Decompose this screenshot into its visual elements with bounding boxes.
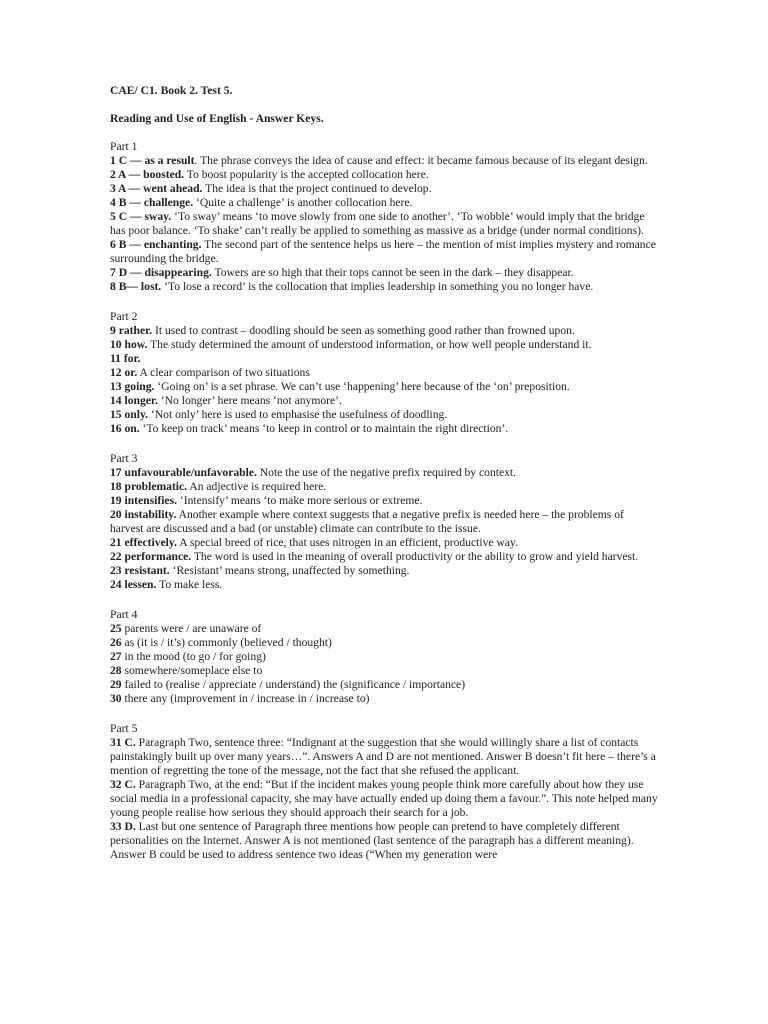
answer-explanation: The second part of the sentence helps us here – the mention of mist implies mystery and romance surrounding the bridge.: [110, 238, 656, 265]
answer-parts: [110, 140, 658, 862]
answer-explanation: ‘Not only’ here is used to emphasise the usefulness of doodling.: [148, 408, 448, 421]
answer-item: [110, 736, 658, 778]
answer-key: 14 longer.: [110, 394, 158, 407]
answer-key: 1 C — as a result: [110, 154, 195, 167]
answer-item: [110, 508, 658, 536]
answer-key: 8 B— lost.: [110, 280, 162, 293]
answer-key: 30: [110, 692, 122, 705]
answer-item: [110, 380, 658, 394]
answer-key: 12 or.: [110, 366, 138, 379]
answer-item: [110, 422, 658, 436]
answer-explanation: Another example where context suggests that a negative prefix is needed here – the problems of harvest are discussed and a bad (or unstable) climate can contribute to the issue.: [110, 508, 624, 535]
answer-key: 10 how.: [110, 338, 148, 351]
document-title: CAE/ C1. Book 2. Test 5.: [110, 84, 233, 97]
answer-item: [110, 352, 658, 366]
answer-explanation: It used to contrast – doodling should be seen as something good rather than frowned upon.: [152, 324, 575, 337]
answer-item: [110, 480, 658, 494]
answer-item: [110, 466, 658, 480]
answer-item: [110, 338, 658, 352]
answer-explanation: ‘Going on’ is a set phrase. We can’t use ‘happening’ here because of the ‘on’ preposition.: [154, 380, 570, 393]
document-page: [110, 84, 658, 862]
answer-explanation: The idea is that the project continued to develop.: [202, 182, 432, 195]
answer-key: 4 B — challenge.: [110, 196, 194, 209]
answer-explanation: somewhere/someplace else to: [121, 664, 263, 677]
part-heading: Part 2: [110, 310, 138, 323]
answer-item: [110, 550, 658, 564]
answer-explanation: as (it is / it’s) commonly (believed / thought): [121, 636, 332, 649]
part-heading: Part 4: [110, 608, 138, 621]
answer-key: 24 lessen.: [110, 578, 157, 591]
answer-explanation: there any (improvement in / increase in / increase to): [121, 692, 370, 705]
part-section: [110, 310, 658, 436]
part-heading: Part 5: [110, 722, 138, 735]
answer-explanation: ‘To keep on track’ means ‘to keep in control or to maintain the right direction’.: [139, 422, 509, 435]
answer-item: [110, 650, 658, 664]
answer-key: 17 unfavourable/unfavorable.: [110, 466, 257, 479]
answer-item: [110, 636, 658, 650]
answer-key: 15 only.: [110, 408, 149, 421]
answer-item: [110, 366, 658, 380]
answer-explanation: parents were / are unaware of: [121, 622, 262, 635]
answer-explanation: To make less.: [156, 578, 223, 591]
answer-explanation: The study determined the amount of understood information, or how well people understand it.: [147, 338, 592, 351]
document-subtitle: Reading and Use of English - Answer Keys.: [110, 112, 324, 125]
answer-explanation: ‘No longer’ here means ‘not anymore’.: [157, 394, 342, 407]
answer-explanation: ‘Quite a challenge’ is another collocation here.: [193, 196, 413, 209]
answer-key: 32 C.: [110, 778, 136, 791]
answer-key: 31 C.: [110, 736, 136, 749]
answer-item: [110, 494, 658, 508]
answer-key: 9 rather.: [110, 324, 153, 337]
answer-item: [110, 280, 658, 294]
answer-item: [110, 408, 658, 422]
answer-explanation: An adjective is required here.: [187, 480, 327, 493]
answer-key: 19 intensifies.: [110, 494, 177, 507]
part-section: [110, 722, 658, 862]
answer-item: [110, 210, 658, 238]
answer-key: 13 going.: [110, 380, 155, 393]
answer-key: 25: [110, 622, 122, 635]
answer-explanation: A clear comparison of two situations: [137, 366, 310, 379]
answer-explanation: Paragraph Two, sentence three: “Indignant at the suggestion that she would willingly share a list of contacts painstakingly built up over many years…”. Answers A and D are not mentioned. Answer B doesn’t fit here – there’s a mention of regretting the tone of the message, not the fact that she refused the applicant.: [110, 736, 656, 777]
part-section: [110, 452, 658, 592]
answer-item: [110, 196, 658, 210]
answer-explanation: To boost popularity is the accepted collocation here.: [184, 168, 429, 181]
answer-item: [110, 168, 658, 182]
answer-key: 5 C — sway.: [110, 210, 172, 223]
answer-explanation: . The phrase conveys the idea of cause and effect: it became famous because of its elegant design.: [194, 154, 648, 167]
answer-key: 11 for.: [110, 352, 141, 365]
answer-item: [110, 394, 658, 408]
answer-item: [110, 324, 658, 338]
answer-explanation: ‘To lose a record’ is the collocation that implies leadership in something you no longer have.: [161, 280, 594, 293]
answer-key: 26: [110, 636, 122, 649]
answer-item: [110, 578, 658, 592]
part-section: [110, 608, 658, 706]
answer-explanation: ‘Intensify’ means ‘to make more serious or extreme.: [177, 494, 423, 507]
answer-item: [110, 664, 658, 678]
answer-key: 18 problematic.: [110, 480, 188, 493]
answer-item: [110, 266, 658, 280]
answer-explanation: ‘To sway’ means ‘to move slowly from one side to another’. ‘To wobble’ would imply that the bridge has poor balance. ‘To shake’ can’t really be applied to something as massive as a bridge (under normal conditions).: [110, 210, 645, 237]
answer-item: [110, 778, 658, 820]
answer-explanation: A special breed of rice, that uses nitrogen in an efficient, productive way.: [176, 536, 518, 549]
answer-item: [110, 154, 658, 168]
answer-key: 3 A — went ahead.: [110, 182, 203, 195]
answer-key: 33 D.: [110, 820, 136, 833]
answer-key: 16 on.: [110, 422, 140, 435]
answer-key: 27: [110, 650, 122, 663]
part-heading: Part 3: [110, 452, 138, 465]
answer-explanation: in the mood (to go / for going): [121, 650, 266, 663]
answer-item: [110, 536, 658, 550]
answer-item: [110, 564, 658, 578]
answer-item: [110, 692, 658, 706]
part-section: [110, 140, 658, 294]
answer-explanation: Paragraph Two, at the end: “But if the incident makes young people think more carefully about how they use social media in a professional capacity, she may have actually ended up doing them a favour.”. This note helped many young people realise how serious they should approach their search for a job.: [110, 778, 658, 819]
answer-item: [110, 238, 658, 266]
answer-key: 20 instability.: [110, 508, 177, 521]
answer-item: [110, 678, 658, 692]
answer-item: [110, 622, 658, 636]
answer-explanation: The word is used in the meaning of overall productivity or the ability to grow and yield harvest.: [191, 550, 639, 563]
answer-explanation: failed to (realise / appreciate / understand) the (significance / importance): [121, 678, 466, 691]
answer-explanation: Towers are so high that their tops cannot be seen in the dark – they disappear.: [211, 266, 574, 279]
answer-item: [110, 182, 658, 196]
answer-key: 22 performance.: [110, 550, 192, 563]
part-heading: Part 1: [110, 140, 138, 153]
answer-item: [110, 820, 658, 862]
answer-key: 23 resistant.: [110, 564, 170, 577]
answer-key: 21 effectively.: [110, 536, 177, 549]
answer-key: 28: [110, 664, 122, 677]
answer-explanation: Last but one sentence of Paragraph three mentions how people can pretend to have completely different personalities on the Internet. Answer A is not mentioned (last sentence of the paragraph has a different meaning). Answer B could be used to address sentence two ideas (“When my generation were: [110, 820, 634, 861]
answer-key: 2 A — boosted.: [110, 168, 185, 181]
answer-explanation: ‘Resistant’ means strong, unaffected by something.: [169, 564, 410, 577]
answer-key: 29: [110, 678, 122, 691]
answer-key: 6 B — enchanting.: [110, 238, 202, 251]
answer-explanation: Note the use of the negative prefix required by context.: [256, 466, 517, 479]
answer-key: 7 D — disappearing.: [110, 266, 212, 279]
